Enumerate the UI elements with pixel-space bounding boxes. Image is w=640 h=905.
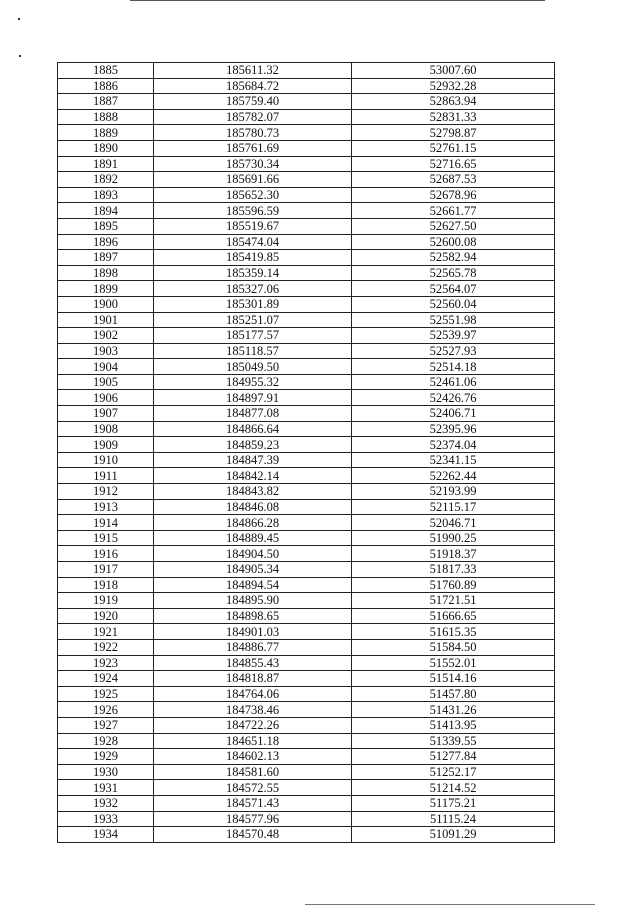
year-cell: 1920 xyxy=(58,608,154,624)
year-cell: 1919 xyxy=(58,593,154,609)
value-2-cell: 51918.37 xyxy=(352,546,555,562)
year-cell: 1902 xyxy=(58,328,154,344)
value-2-cell: 51514.16 xyxy=(352,671,555,687)
value-2-cell: 52560.04 xyxy=(352,296,555,312)
year-cell: 1907 xyxy=(58,406,154,422)
year-cell: 1912 xyxy=(58,484,154,500)
year-cell: 1908 xyxy=(58,421,154,437)
value-2-cell: 52582.94 xyxy=(352,250,555,266)
value-1-cell: 184738.46 xyxy=(154,702,352,718)
value-1-cell: 184572.55 xyxy=(154,780,352,796)
table-row xyxy=(58,374,555,390)
table-row xyxy=(58,499,555,515)
value-1-cell: 184842.14 xyxy=(154,468,352,484)
value-1-cell: 184955.32 xyxy=(154,374,352,390)
table-row xyxy=(58,562,555,578)
value-1-cell: 184847.39 xyxy=(154,452,352,468)
year-cell: 1926 xyxy=(58,702,154,718)
value-1-cell: 185359.14 xyxy=(154,265,352,281)
table-row xyxy=(58,437,555,453)
table-row xyxy=(58,94,555,110)
value-2-cell: 52395.96 xyxy=(352,421,555,437)
table-row xyxy=(58,312,555,328)
value-1-cell: 185611.32 xyxy=(154,63,352,79)
year-cell: 1893 xyxy=(58,187,154,203)
table-row xyxy=(58,608,555,624)
value-2-cell: 52716.65 xyxy=(352,156,555,172)
year-cell: 1899 xyxy=(58,281,154,297)
table-row xyxy=(58,717,555,733)
table-row xyxy=(58,655,555,671)
value-2-cell: 52565.78 xyxy=(352,265,555,281)
year-cell: 1930 xyxy=(58,764,154,780)
year-cell: 1897 xyxy=(58,250,154,266)
year-cell: 1923 xyxy=(58,655,154,671)
value-1-cell: 184897.91 xyxy=(154,390,352,406)
value-1-cell: 185691.66 xyxy=(154,172,352,188)
value-1-cell: 184571.43 xyxy=(154,795,352,811)
table-row xyxy=(58,795,555,811)
table-row xyxy=(58,359,555,375)
value-2-cell: 51817.33 xyxy=(352,562,555,578)
table-row xyxy=(58,733,555,749)
value-1-cell: 185118.57 xyxy=(154,343,352,359)
value-2-cell: 52600.08 xyxy=(352,234,555,250)
year-cell: 1921 xyxy=(58,624,154,640)
year-cell: 1900 xyxy=(58,296,154,312)
table-row xyxy=(58,811,555,827)
value-2-cell: 52798.87 xyxy=(352,125,555,141)
value-2-cell: 51666.65 xyxy=(352,608,555,624)
data-table xyxy=(57,62,555,843)
value-1-cell: 185761.69 xyxy=(154,140,352,156)
value-1-cell: 185474.04 xyxy=(154,234,352,250)
value-1-cell: 185301.89 xyxy=(154,296,352,312)
value-2-cell: 52341.15 xyxy=(352,452,555,468)
scan-speck xyxy=(18,18,20,20)
year-cell: 1917 xyxy=(58,562,154,578)
year-cell: 1924 xyxy=(58,671,154,687)
value-1-cell: 184570.48 xyxy=(154,827,352,843)
table-row xyxy=(58,78,555,94)
table-row xyxy=(58,546,555,562)
table-row xyxy=(58,296,555,312)
value-2-cell: 52374.04 xyxy=(352,437,555,453)
year-cell: 1892 xyxy=(58,172,154,188)
value-1-cell: 185782.07 xyxy=(154,109,352,125)
year-cell: 1914 xyxy=(58,515,154,531)
year-cell: 1931 xyxy=(58,780,154,796)
year-cell: 1922 xyxy=(58,639,154,655)
year-cell: 1894 xyxy=(58,203,154,219)
table-row xyxy=(58,421,555,437)
value-1-cell: 184901.03 xyxy=(154,624,352,640)
year-cell: 1928 xyxy=(58,733,154,749)
table-row xyxy=(58,671,555,687)
value-2-cell: 51552.01 xyxy=(352,655,555,671)
table-row xyxy=(58,125,555,141)
year-cell: 1901 xyxy=(58,312,154,328)
value-2-cell: 52831.33 xyxy=(352,109,555,125)
value-2-cell: 52514.18 xyxy=(352,359,555,375)
value-2-cell: 51431.26 xyxy=(352,702,555,718)
table-row xyxy=(58,593,555,609)
year-cell: 1891 xyxy=(58,156,154,172)
year-cell: 1909 xyxy=(58,437,154,453)
value-1-cell: 184904.50 xyxy=(154,546,352,562)
value-2-cell: 52661.77 xyxy=(352,203,555,219)
table-row xyxy=(58,172,555,188)
value-2-cell: 53007.60 xyxy=(352,63,555,79)
year-cell: 1886 xyxy=(58,78,154,94)
value-1-cell: 184846.08 xyxy=(154,499,352,515)
table-row xyxy=(58,234,555,250)
table-row xyxy=(58,265,555,281)
value-2-cell: 51115.24 xyxy=(352,811,555,827)
value-1-cell: 185327.06 xyxy=(154,281,352,297)
value-2-cell: 52678.96 xyxy=(352,187,555,203)
table-row xyxy=(58,749,555,765)
year-cell: 1895 xyxy=(58,218,154,234)
table-body xyxy=(58,63,555,843)
value-1-cell: 184602.13 xyxy=(154,749,352,765)
year-cell: 1913 xyxy=(58,499,154,515)
value-1-cell: 184905.34 xyxy=(154,562,352,578)
table-row xyxy=(58,156,555,172)
table-row xyxy=(58,406,555,422)
value-1-cell: 185684.72 xyxy=(154,78,352,94)
value-2-cell: 52687.53 xyxy=(352,172,555,188)
table-row xyxy=(58,250,555,266)
table-row xyxy=(58,328,555,344)
table-row xyxy=(58,702,555,718)
year-cell: 1929 xyxy=(58,749,154,765)
value-2-cell: 52193.99 xyxy=(352,484,555,500)
value-1-cell: 184843.82 xyxy=(154,484,352,500)
year-cell: 1889 xyxy=(58,125,154,141)
value-1-cell: 184895.90 xyxy=(154,593,352,609)
value-2-cell: 51584.50 xyxy=(352,639,555,655)
year-cell: 1911 xyxy=(58,468,154,484)
value-1-cell: 184722.26 xyxy=(154,717,352,733)
value-2-cell: 51760.89 xyxy=(352,577,555,593)
year-cell: 1934 xyxy=(58,827,154,843)
table-row xyxy=(58,281,555,297)
value-1-cell: 185730.34 xyxy=(154,156,352,172)
year-cell: 1910 xyxy=(58,452,154,468)
value-2-cell: 52046.71 xyxy=(352,515,555,531)
value-1-cell: 185251.07 xyxy=(154,312,352,328)
value-2-cell: 52863.94 xyxy=(352,94,555,110)
table-row xyxy=(58,624,555,640)
value-2-cell: 52426.76 xyxy=(352,390,555,406)
value-1-cell: 184889.45 xyxy=(154,530,352,546)
value-2-cell: 52564.07 xyxy=(352,281,555,297)
table-row xyxy=(58,484,555,500)
value-1-cell: 184577.96 xyxy=(154,811,352,827)
value-1-cell: 184818.87 xyxy=(154,671,352,687)
value-2-cell: 51990.25 xyxy=(352,530,555,546)
value-1-cell: 184877.08 xyxy=(154,406,352,422)
value-2-cell: 51175.21 xyxy=(352,795,555,811)
value-1-cell: 185177.57 xyxy=(154,328,352,344)
value-2-cell: 52262.44 xyxy=(352,468,555,484)
value-2-cell: 51339.55 xyxy=(352,733,555,749)
value-2-cell: 52539.97 xyxy=(352,328,555,344)
value-1-cell: 184859.23 xyxy=(154,437,352,453)
year-cell: 1890 xyxy=(58,140,154,156)
table-row xyxy=(58,109,555,125)
year-cell: 1927 xyxy=(58,717,154,733)
value-2-cell: 52627.50 xyxy=(352,218,555,234)
value-2-cell: 51277.84 xyxy=(352,749,555,765)
year-cell: 1916 xyxy=(58,546,154,562)
value-2-cell: 51457.80 xyxy=(352,686,555,702)
value-2-cell: 52527.93 xyxy=(352,343,555,359)
table-row xyxy=(58,140,555,156)
table-row xyxy=(58,343,555,359)
value-2-cell: 51413.95 xyxy=(352,717,555,733)
table-row xyxy=(58,187,555,203)
year-cell: 1915 xyxy=(58,530,154,546)
value-1-cell: 185519.67 xyxy=(154,218,352,234)
value-1-cell: 184581.60 xyxy=(154,764,352,780)
table-row xyxy=(58,63,555,79)
table-row xyxy=(58,686,555,702)
top-scan-edge xyxy=(130,0,545,1)
value-2-cell: 52115.17 xyxy=(352,499,555,515)
value-1-cell: 184866.28 xyxy=(154,515,352,531)
table-row xyxy=(58,390,555,406)
table-row xyxy=(58,827,555,843)
table-row xyxy=(58,218,555,234)
value-1-cell: 185596.59 xyxy=(154,203,352,219)
value-1-cell: 184894.54 xyxy=(154,577,352,593)
table-row xyxy=(58,468,555,484)
value-2-cell: 52761.15 xyxy=(352,140,555,156)
value-1-cell: 185780.73 xyxy=(154,125,352,141)
value-1-cell: 184764.06 xyxy=(154,686,352,702)
value-2-cell: 51615.35 xyxy=(352,624,555,640)
value-1-cell: 184886.77 xyxy=(154,639,352,655)
value-2-cell: 51252.17 xyxy=(352,764,555,780)
table-row xyxy=(58,780,555,796)
year-cell: 1932 xyxy=(58,795,154,811)
year-cell: 1896 xyxy=(58,234,154,250)
value-2-cell: 51091.29 xyxy=(352,827,555,843)
value-2-cell: 52551.98 xyxy=(352,312,555,328)
table-row xyxy=(58,764,555,780)
table-row xyxy=(58,577,555,593)
year-cell: 1887 xyxy=(58,94,154,110)
year-cell: 1925 xyxy=(58,686,154,702)
year-cell: 1903 xyxy=(58,343,154,359)
value-2-cell: 52932.28 xyxy=(352,78,555,94)
table-row xyxy=(58,530,555,546)
value-2-cell: 51721.51 xyxy=(352,593,555,609)
year-cell: 1905 xyxy=(58,374,154,390)
value-1-cell: 184651.18 xyxy=(154,733,352,749)
value-1-cell: 184855.43 xyxy=(154,655,352,671)
value-2-cell: 51214.52 xyxy=(352,780,555,796)
value-1-cell: 184898.65 xyxy=(154,608,352,624)
year-cell: 1904 xyxy=(58,359,154,375)
value-1-cell: 185419.85 xyxy=(154,250,352,266)
value-2-cell: 52406.71 xyxy=(352,406,555,422)
value-1-cell: 184866.64 xyxy=(154,421,352,437)
value-2-cell: 52461.06 xyxy=(352,374,555,390)
scan-speck xyxy=(19,55,21,57)
year-cell: 1885 xyxy=(58,63,154,79)
table-row xyxy=(58,639,555,655)
table-row xyxy=(58,515,555,531)
year-cell: 1918 xyxy=(58,577,154,593)
year-cell: 1888 xyxy=(58,109,154,125)
value-1-cell: 185049.50 xyxy=(154,359,352,375)
value-1-cell: 185652.30 xyxy=(154,187,352,203)
year-cell: 1933 xyxy=(58,811,154,827)
table-row xyxy=(58,203,555,219)
table-row xyxy=(58,452,555,468)
year-cell: 1906 xyxy=(58,390,154,406)
value-1-cell: 185759.40 xyxy=(154,94,352,110)
year-cell: 1898 xyxy=(58,265,154,281)
